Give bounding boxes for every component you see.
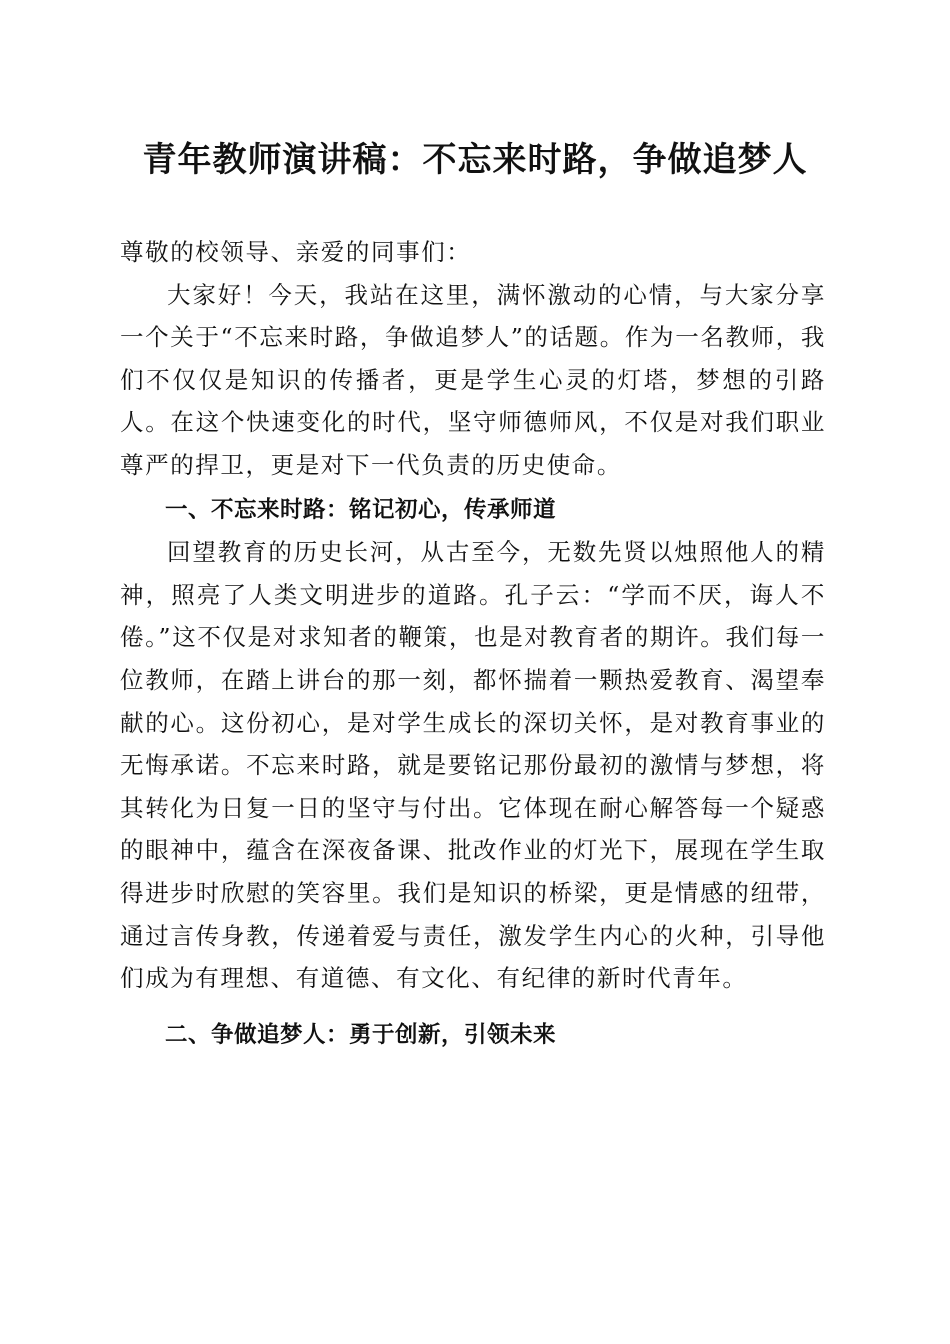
section-1-heading: 一、不忘来时路：铭记初心，传承师道 [165,496,557,523]
section-2-heading: 二、争做追梦人：勇于创新，引领未来 [165,1021,557,1048]
section-1-paragraph: 回望教育的历史长河，从古至今，无数先贤以烛照他人的精神，照亮了人类文明进步的道路。孔子云：“学而不厌，诲人不倦。”这不仅是对求知者的鞭策，也是对教育者的期许。我们每一位教师，在踏上讲台的那一刻，都怀揣着一颗热爱教育、渴望奉献的心。这份初心，是对学生成长的深切关怀，是对教育事业的无悔承诺。不忘来时路，就是要铭记那份最初的激情与梦想，将其转化为日复一日的坚守与付出。它体现在耐心解答每一个疑惑的眼神中，蕴含在深夜备课、批改作业的灯光下，展现在学生取得进步时欣慰的笑容里。我们是知识的桥梁，更是情感的纽带，通过言传身教，传递着爱与责任，激发学生内心的火种，引导他们成为有理想、有道德、有文化、有纪律的新时代青年。 [120,538,826,993]
intro-paragraph: 大家好！今天，我站在这里，满怀激动的心情，与大家分享一个关于“不忘来时路，争做追梦人”的话题。作为一名教师，我们不仅仅是知识的传播者，更是学生心灵的灯塔，梦想的引路人。在这个快速变化的时代，坚守师德师风，不仅是对我们职业尊严的捍卫，更是对下一代负责的历史使命。 [120,280,826,479]
document-body [120,231,826,1056]
salutation: 尊敬的校领导、亲爱的同事们： [120,238,472,266]
document-title: 青年教师演讲稿：不忘来时路，争做追梦人 [142,140,808,180]
